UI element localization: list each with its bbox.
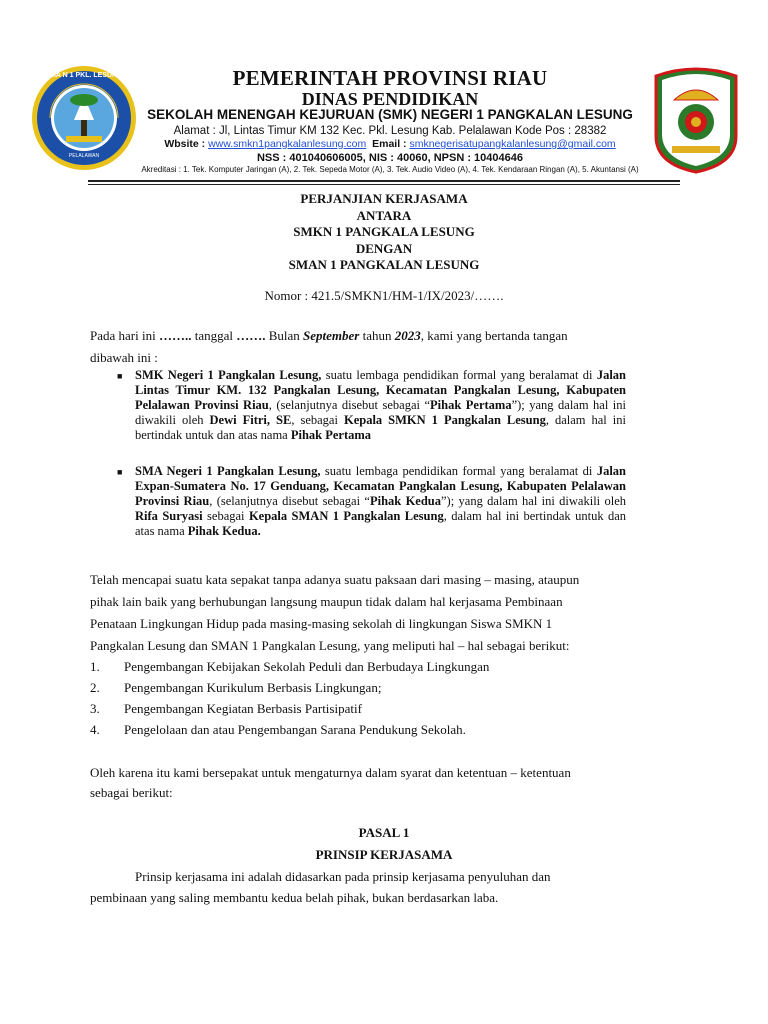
list-text: Pengembangan Kegiatan Berbasis Partisipatif: [124, 701, 362, 716]
party-1-paragraph: [135, 368, 626, 443]
agreement-line-1: Telah mencapai suatu kata sepakat tanpa adanya suatu paksaan dari masing – masing, ataupun: [90, 572, 580, 587]
party-1-address: Jalan Lintas Timur KM. 132 Pangkalan Lesung, Kecamatan Pangkalan Lesung, Kabupaten Pelalawan Provinsi Riau: [135, 368, 626, 412]
party-2-paragraph: [135, 464, 626, 539]
list-item: [90, 677, 381, 698]
pasal-line-2: pembinaan yang saling membantu kedua belah pihak, bukan berdasarkan laba.: [90, 890, 499, 905]
list-number: 1.: [90, 659, 100, 674]
party-2-text: , (selanjutnya disebut sebagai “: [209, 494, 370, 508]
party-2-name: SMA Negeri 1 Pangkalan Lesung,: [135, 464, 321, 478]
list-number: 4.: [90, 722, 100, 737]
pasal-heading: PASAL 1: [358, 825, 410, 840]
party-2-alias: Pihak Kedua: [369, 494, 441, 508]
intro-text-b: tanggal: [194, 328, 237, 343]
school-logo: [30, 64, 138, 172]
regency-emblem: [650, 66, 742, 174]
party-2-text: sebagai: [202, 509, 249, 523]
party-2-alias-end: Pihak Kedua.: [187, 524, 261, 538]
intro-text-d: tahun: [359, 328, 395, 343]
party-1-text: , dalam hal ini bertindak untuk dan atas nama: [135, 413, 626, 442]
intro-text-a: Pada hari ini: [90, 328, 159, 343]
list-number: 3.: [90, 701, 100, 716]
header-line-2: DINAS PENDIDIKAN: [301, 89, 479, 109]
website-label: Wbsite :: [164, 138, 209, 150]
intro-line-2: dibawah ini :: [90, 350, 158, 365]
intro-text-e: , kami yang bertanda tangan: [420, 328, 568, 343]
list-number: 2.: [90, 680, 100, 695]
email-link[interactable]: smknegerisatupangkalanlesung@gmail.com: [409, 138, 616, 150]
left-logo-text-bottom: PELALAWAN: [68, 153, 100, 159]
party-2-text: suatu lembaga pendidikan formal yang beralamat di: [320, 464, 597, 478]
list-item: [90, 719, 466, 740]
intro-year: 2023: [394, 328, 421, 343]
title-line-1: PERJANJIAN KERJASAMA: [300, 191, 468, 206]
party-2-text: ”); yang dalam hal ini diwakili oleh: [441, 494, 627, 508]
party-2-role: Kepala SMAN 1 Pangkalan Lesung: [248, 509, 444, 523]
party-2-representative: Rifa Suryasi: [135, 509, 203, 523]
bullet-icon: ■: [117, 467, 123, 477]
agreement-line-3: Penataan Lingkungan Hidup pada masing-masing sekolah di lingkungan Siswa SMKN 1: [90, 616, 553, 631]
agreement-line-2: pihak lain baik yang berhubungan langsung maupun tidak dalam hal kerjasama Pembinaan: [90, 594, 563, 609]
header-contact: [100, 138, 680, 150]
party-1-text: ”); yang dalam hal ini diwakili oleh: [135, 398, 627, 427]
closing-line-2: sebagai berikut:: [90, 785, 173, 800]
party-1-text: , (selanjutnya disebut sebagai “: [268, 398, 431, 412]
header-ids: NSS : 401040606005, NIS : 40060, NPSN : 10404646: [256, 152, 523, 164]
party-1-text: suatu lembaga pendidikan formal yang beralamat di: [321, 368, 597, 382]
party-1-name: SMK Negeri 1 Pangkalan Lesung,: [135, 368, 322, 382]
title-line-2: ANTARA: [356, 208, 412, 223]
document-number: Nomor : 421.5/SMKN1/HM-1/IX/2023/…….: [264, 288, 504, 303]
title-line-3: SMKN 1 PANGKALA LESUNG: [293, 224, 475, 239]
party-2-text: , dalam hal ini bertindak untuk dan atas nama: [135, 509, 627, 538]
list-text: Pengelolaan dan atau Pengembangan Sarana Pendukung Sekolah.: [124, 722, 466, 737]
party-1-alias-end: Pihak Pertama: [290, 428, 372, 442]
intro-line-1: [90, 325, 690, 346]
website-link[interactable]: www.smkn1pangkalanlesung.com: [208, 138, 367, 150]
header-accreditation: Akreditasi : 1. Tek. Komputer Jaringan (A), 2. Tek. Sepeda Motor (A), 3. Tek. Audio Video (A), 4. Tek. Kendaraan Ringan (A), 5. Akuntansi (A): [141, 165, 639, 174]
list-text: Pengembangan Kurikulum Berbasis Lingkungan;: [124, 680, 382, 695]
party-1-role: Kepala SMKN 1 Pangkalan Lesung: [343, 413, 546, 427]
party-2-address: Jalan Expan-Sumatera No. 17 Genduang, Kecamatan Pangkalan Lesung, Kabupaten Pelalawan Provinsi Riau: [135, 464, 626, 508]
header-line-1: PEMERINTAH PROVINSI RIAU: [232, 66, 548, 90]
closing-line-1: Oleh karena itu kami bersepakat untuk mengaturnya dalam syarat dan ketentuan – ketentuan: [90, 765, 571, 780]
header-address: Alamat : Jl, Lintas Timur KM 132 Kec. Pkl. Lesung Kab. Pelalawan Kode Pos : 28382: [173, 125, 607, 137]
intro-text-c: Bulan: [268, 328, 304, 343]
header-school-name: SEKOLAH MENENGAH KEJURUAN (SMK) NEGERI 1 PANGKALAN LESUNG: [147, 107, 633, 122]
list-text: Pengembangan Kebijakan Sekolah Peduli dan Berbudaya Lingkungan: [124, 659, 490, 674]
intro-day-blank: ……..: [158, 328, 195, 343]
title-line-5: SMAN 1 PANGKALAN LESUNG: [288, 257, 480, 272]
left-logo-text-top: SMA N 1 PKL. LESUNG: [45, 72, 123, 79]
header-divider-thin: [88, 184, 680, 185]
party-1-representative: Dewi Fitri, SE: [209, 413, 292, 427]
list-item: [90, 656, 489, 677]
agreement-line-4: Pangkalan Lesung dan SMAN 1 Pangkalan Lesung, yang meliputi hal – hal sebagai berikut:: [90, 638, 570, 653]
pasal-subheading: PRINSIP KERJASAMA: [315, 847, 453, 862]
list-item: [90, 698, 362, 719]
pasal-line-1: Prinsip kerjasama ini adalah didasarkan pada prinsip kerjasama penyuluhan dan: [135, 869, 551, 884]
party-1-text: , sebagai: [291, 413, 344, 427]
party-1-alias: Pihak Pertama: [430, 398, 512, 412]
title-line-4: DENGAN: [355, 241, 413, 256]
header-divider-thick: [88, 180, 680, 182]
intro-month: September: [303, 328, 360, 343]
email-label: Email :: [372, 138, 410, 150]
bullet-icon: ■: [117, 371, 123, 381]
intro-date-blank: …….: [236, 328, 269, 343]
